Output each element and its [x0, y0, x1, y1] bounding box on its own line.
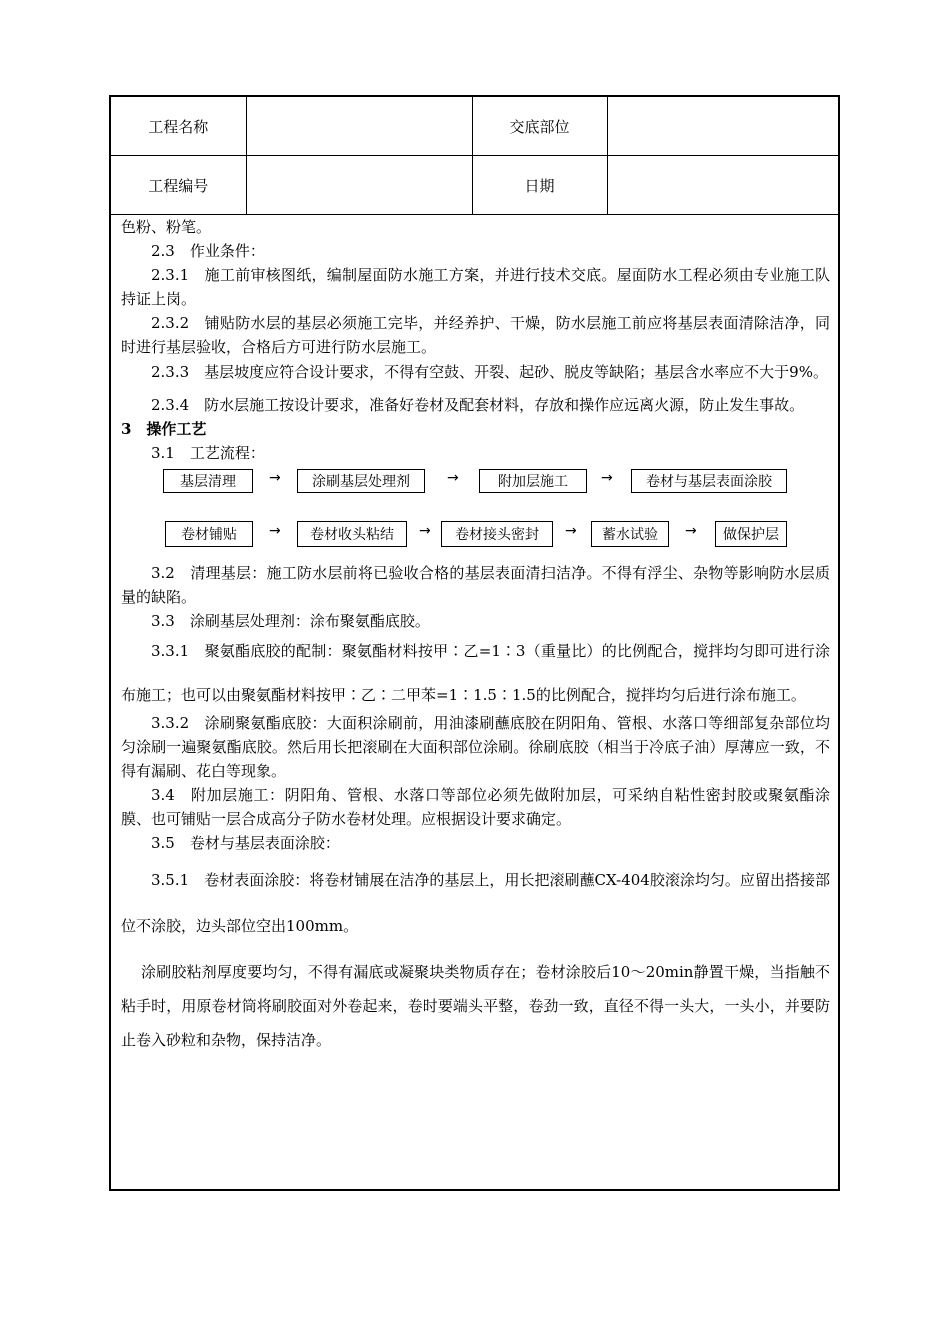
paragraph: 色粉、粉笔。	[121, 218, 212, 236]
paragraph: 2.3.3 基层坡度应符合设计要求，不得有空鼓、开裂、起砂、脱皮等缺陷；基层含水率应不大于9%。	[151, 363, 828, 381]
paragraph: 3.2 清理基层：施工防水层前将已验收合格的基层表面清扫洁净。不得有浮尘、杂物等影响防水层质量的缺陷。	[121, 564, 830, 606]
flow-step: 涂刷基层处理剂	[297, 469, 425, 493]
location-value	[607, 97, 838, 156]
project-no-value	[246, 156, 472, 215]
arrow-right-icon: →	[565, 523, 577, 539]
process-flowchart	[121, 467, 830, 555]
flow-step: 卷材接头密封	[441, 521, 553, 547]
flow-step: 做保护层	[715, 521, 787, 547]
arrow-right-icon: →	[685, 523, 697, 539]
paragraph: 涂刷胶粘剂厚度要均匀，不得有漏底或凝聚块类物质存在；卷材涂胶后10～20min静置干燥，当指触不粘手时，用原卷材筒将刷胶面对外卷起来，卷时要端头平整，卷劲一致，直径不得一头大，一头小，并要防止卷入砂粒和杂物，保持洁净。	[121, 963, 830, 1049]
header-table	[111, 97, 838, 215]
flow-step: 卷材收头粘结	[297, 521, 407, 547]
date-label: 日期	[472, 156, 607, 215]
arrow-right-icon: →	[447, 470, 459, 486]
flow-step: 基层清理	[163, 469, 253, 493]
paragraph: 3.3.2 涂刷聚氨酯底胶：大面积涂刷前，用油漆刷蘸底胶在阴阳角、管根、水落口等细部复杂部位均匀涂刷一遍聚氨酯底胶。然后用长把滚刷在大面积部位涂刷。徐刷底胶（相当于冷底子油）厚薄应一致，不得有漏刷、花白等现象。	[121, 714, 830, 780]
paragraph: 3.4 附加层施工：阴阳角、管根、水落口等部位必须先做附加层，可采纳自粘性密封胶或聚氨酯涂膜、也可铺贴一层合成高分子防水卷材处理。应根据设计要求确定。	[121, 786, 830, 828]
arrow-right-icon: →	[269, 523, 281, 539]
paragraph: 3.5 卷材与基层表面涂胶：	[151, 834, 340, 852]
paragraph: 3.3 涂刷基层处理剂：涂布聚氨酯底胶。	[151, 612, 430, 630]
document-frame	[109, 95, 840, 1191]
arrow-right-icon: →	[419, 523, 431, 539]
paragraph: 2.3.4 防水层施工按设计要求，准备好卷材及配套材料，存放和操作应远离火源，防止发生事故。	[151, 396, 805, 414]
project-name-label: 工程名称	[111, 97, 246, 156]
paragraph: 2.3 作业条件：	[151, 242, 265, 260]
paragraph: 2.3.2 铺贴防水层的基层必须施工完毕，并经养护、干燥，防水层施工前应将基层表面清除洁净，同时进行基层验收，合格后方可进行防水层施工。	[121, 314, 830, 356]
paragraph: 2.3.1 施工前审核图纸，编制屋面防水施工方案，并进行技术交底。屋面防水工程必须由专业施工队持证上岗。	[121, 266, 830, 308]
project-no-label: 工程编号	[111, 156, 246, 215]
flow-step: 卷材铺贴	[165, 521, 253, 547]
location-label: 交底部位	[472, 97, 607, 156]
flow-step: 卷材与基层表面涂胶	[631, 469, 787, 493]
date-value	[607, 156, 838, 215]
paragraph: 3.1 工艺流程：	[151, 444, 265, 462]
arrow-right-icon: →	[269, 470, 281, 486]
flow-step: 附加层施工	[479, 469, 587, 493]
arrow-right-icon: →	[601, 470, 613, 486]
flow-step: 蓄水试验	[591, 521, 669, 547]
project-name-value	[246, 97, 472, 156]
section-heading: 3 操作工艺	[121, 420, 207, 438]
document-body	[111, 215, 838, 1057]
paragraph: 3.3.1 聚氨酯底胶的配制：聚氨酯材料按甲∶乙=1∶3（重量比）的比例配合，搅拌均匀即可进行涂布施工；也可以由聚氨酯材料按甲∶乙∶二甲苯=1∶1.5∶1.5的比例配合，搅拌均匀后进行涂布施工。	[121, 642, 830, 704]
paragraph: 3.5.1 卷材表面涂胶：将卷材铺展在洁净的基层上，用长把滚刷蘸CX-404胶滚涂均匀。应留出搭接部位不涂胶，边头部位空出100mm。	[121, 871, 830, 935]
